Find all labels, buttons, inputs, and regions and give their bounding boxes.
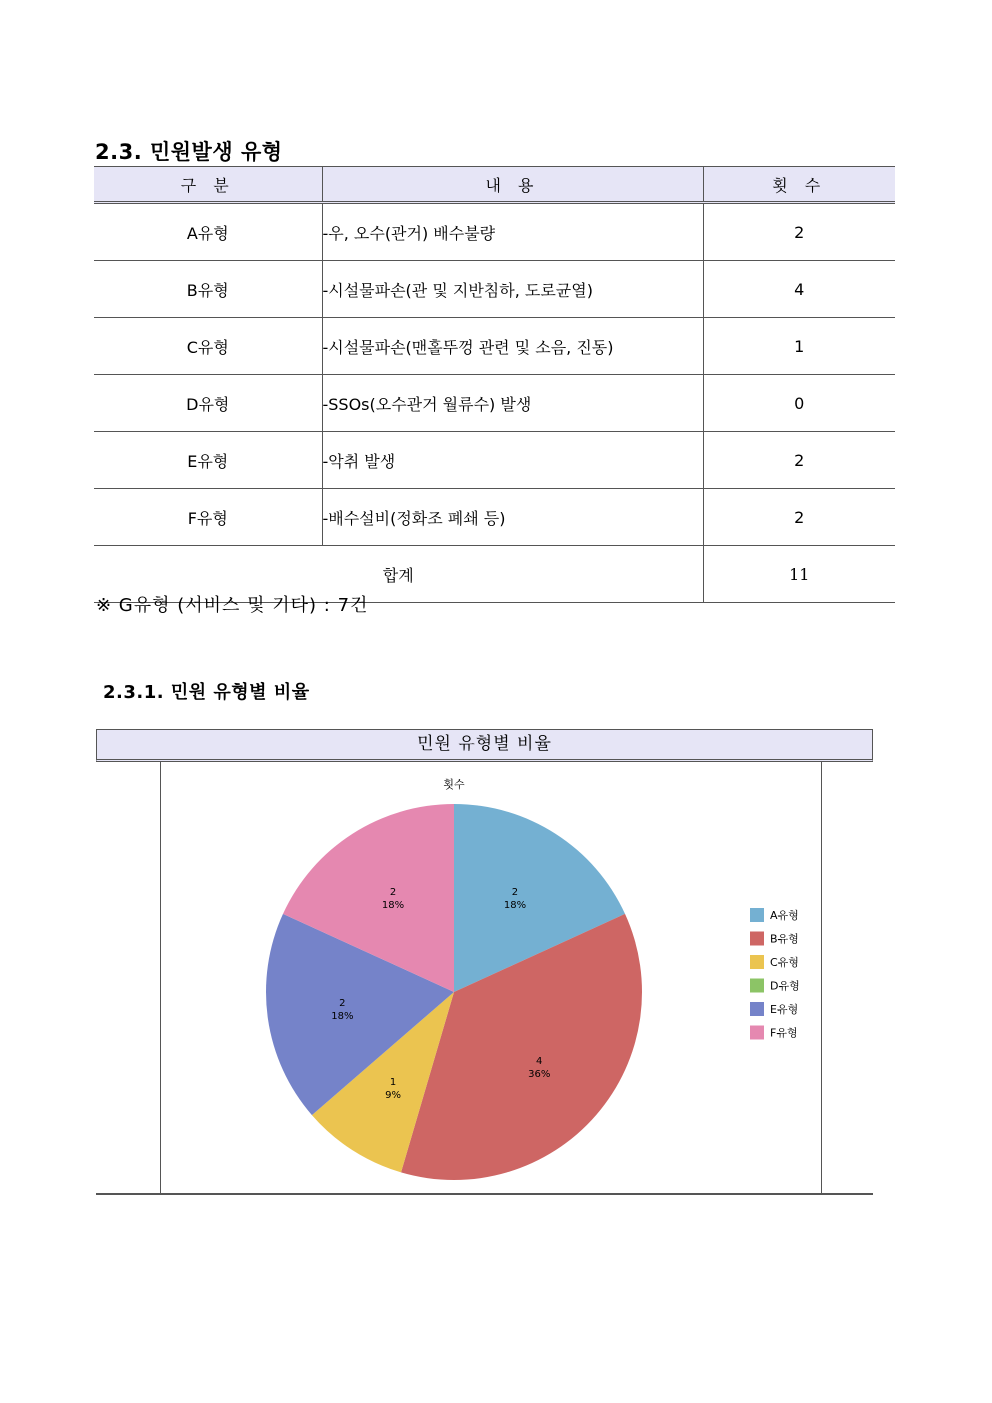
table-row bbox=[94, 261, 895, 318]
row-content: -배수설비(정화조 폐쇄 등) bbox=[322, 489, 703, 546]
header-category: 구 분 bbox=[94, 167, 322, 203]
row-type: E유형 bbox=[94, 432, 322, 489]
row-type: A유형 bbox=[94, 203, 322, 261]
table-row bbox=[94, 432, 895, 489]
pie-chart bbox=[161, 762, 821, 1194]
legend-swatch bbox=[750, 932, 764, 946]
total-count: 11 bbox=[703, 546, 895, 603]
legend-swatch bbox=[750, 979, 764, 993]
row-count: 2 bbox=[703, 432, 895, 489]
row-type: C유형 bbox=[94, 318, 322, 375]
row-count: 2 bbox=[703, 489, 895, 546]
legend-swatch bbox=[750, 955, 764, 969]
legend-label: E유형 bbox=[770, 1003, 799, 1016]
legend-label: C유형 bbox=[770, 956, 799, 969]
legend-label: B유형 bbox=[770, 932, 799, 946]
slice-value-label: 1 bbox=[389, 1076, 397, 1088]
row-count: 1 bbox=[703, 318, 895, 375]
row-content: -시설물파손(관 및 지반침하, 도로균열) bbox=[322, 261, 703, 318]
subsection-title: 2.3.1. 민원 유형별 비율 bbox=[103, 682, 310, 703]
chart-title: 횟수 bbox=[443, 778, 465, 791]
slice-percent-label: 18% bbox=[381, 900, 405, 912]
header-count: 횟 수 bbox=[703, 167, 895, 203]
row-count: 4 bbox=[703, 261, 895, 318]
row-content: -시설물파손(맨홀뚜껑 관련 및 소음, 진동) bbox=[322, 318, 703, 375]
row-type: B유형 bbox=[94, 261, 322, 318]
slice-percent-label: 18% bbox=[331, 1011, 354, 1023]
complaint-type-table bbox=[94, 166, 895, 603]
section-title: 2.3. 민원발생 유형 bbox=[95, 140, 283, 164]
table-header-row bbox=[94, 167, 895, 203]
slice-value-label: 4 bbox=[536, 1055, 543, 1067]
row-count: 0 bbox=[703, 375, 895, 432]
legend-swatch bbox=[750, 1002, 764, 1016]
row-type: F유형 bbox=[94, 489, 322, 546]
table-row bbox=[94, 489, 895, 546]
slice-value-label: 2 bbox=[511, 887, 519, 899]
row-count: 2 bbox=[703, 203, 895, 261]
chart-bottom-rule bbox=[96, 1193, 873, 1195]
legend-swatch bbox=[750, 908, 764, 922]
table-row bbox=[94, 203, 895, 261]
legend-swatch bbox=[750, 1026, 764, 1040]
header-content: 내 용 bbox=[322, 167, 703, 203]
slice-percent-label: 36% bbox=[528, 1068, 551, 1080]
slice-percent-label: 9% bbox=[385, 1089, 401, 1101]
chart-header: 민원 유형별 비율 bbox=[96, 729, 873, 762]
row-content: -우, 오수(관거) 배수불량 bbox=[322, 203, 703, 261]
table-row bbox=[94, 375, 895, 432]
row-content: -SSOs(오수관거 월류수) 발생 bbox=[322, 375, 703, 432]
slice-value-label: 2 bbox=[339, 998, 346, 1010]
total-label: 합계 bbox=[94, 546, 703, 603]
legend-label: F유형 bbox=[770, 1026, 798, 1040]
table-row bbox=[94, 318, 895, 375]
chart-container bbox=[96, 729, 873, 1195]
row-type: D유형 bbox=[94, 375, 322, 432]
row-content: -악취 발생 bbox=[322, 432, 703, 489]
slice-value-label: 2 bbox=[389, 887, 397, 899]
chart-frame bbox=[160, 762, 822, 1194]
footnote: ※ G유형 (서비스 및 기타) : 7건 bbox=[96, 595, 369, 616]
slice-percent-label: 18% bbox=[503, 900, 527, 912]
legend-label: D유형 bbox=[770, 979, 800, 993]
legend-label: A유형 bbox=[770, 909, 799, 922]
